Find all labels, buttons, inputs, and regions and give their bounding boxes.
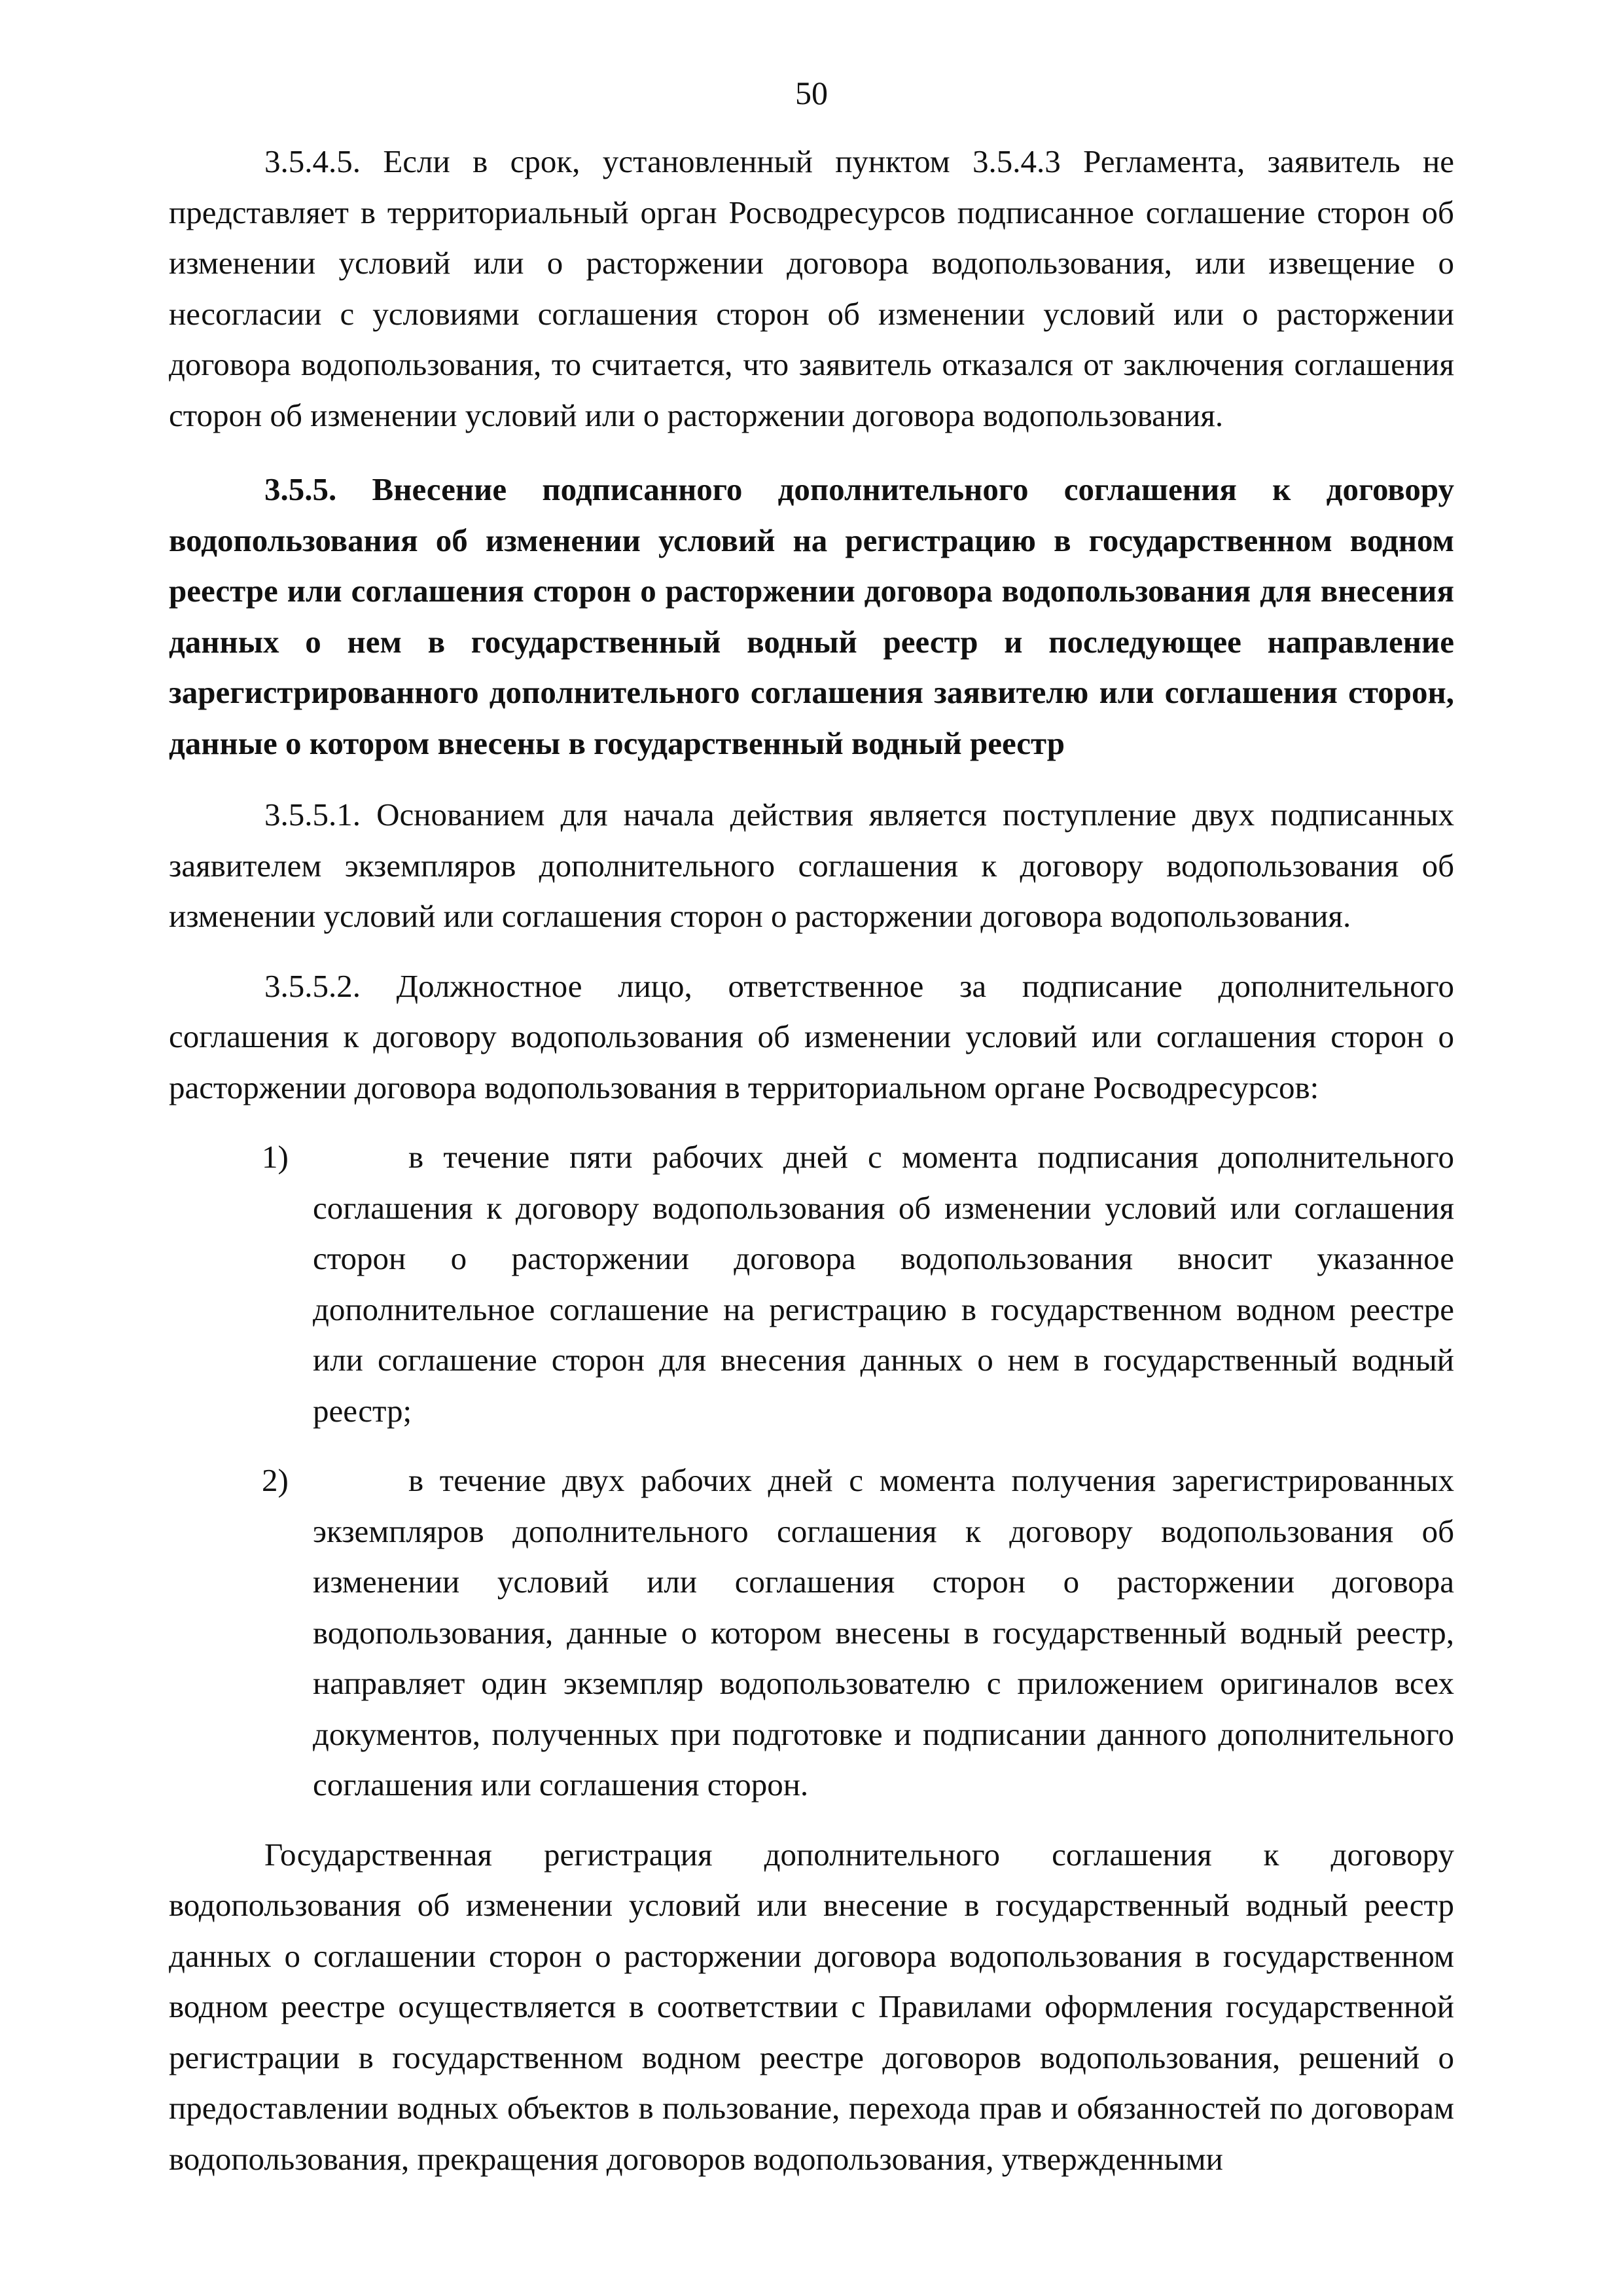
paragraph-3-5-4-5: 3.5.4.5. Если в срок, установленный пунктом 3.5.4.3 Регламента, заявитель не представляет в территориальный орган Росводресурсов подписанное соглашение сторон об изменении условий или о расторжении договора водопользования, или извещение о несогласии с условиями соглашения сторон об изменении условий или о расторжении договора водопользования, то считается, что заявитель отказался от заключения соглашения сторон об изменении условий или о расторжении договора водопользования.: [169, 143, 1454, 433]
list-item-text: в течение двух рабочих дней с момента получения зарегистрированных экземпляров дополнительного соглашения к договору водопользования об изменении условий или соглашения сторон о расторжении договора водопользования, данные о котором внесены в государственный водный реестр, направляет один экземпляр водопользователю с приложением оригиналов всех документов, полученных при подготовке и подписании данного дополнительного соглашения или соглашения сторон.: [313, 1462, 1454, 1803]
closing-paragraph: Государственная регистрация дополнительного соглашения к договору водопользования об изменении условий или внесение в государственный водный реестр данных о соглашении сторон о расторжении договора водопользования в государственном водном реестре осуществляется в соответствии с Правилами оформления государственной регистрации в государственном водном реестре договоров водопользования, решений о предоставлении водных объектов в пользование, перехода прав и обязанностей по договорам водопользования, прекращения договоров водопользования, утвержденными: [169, 1836, 1454, 2177]
list-item: [169, 1132, 1454, 1436]
list-item-marker: 2): [262, 1462, 289, 1498]
page-number: 50: [795, 75, 828, 111]
duties-list: [169, 1132, 1454, 1810]
list-item: [169, 1455, 1454, 1810]
paragraph-3-5-5-2: 3.5.5.2. Должностное лицо, ответственное за подписание дополнительного соглашения к договору водопользования об изменении условий или соглашения сторон о расторжении договора водопользования в территориальном органе Росводресурсов:: [169, 967, 1454, 1105]
list-item-text: в течение пяти рабочих дней с момента подписания дополнительного соглашения к договору водопользования об изменении условий или соглашения сторон о расторжении договора водопользования вносит указанное дополнительное соглашение на регистрацию в государственном водном реестре или соглашение сторон для внесения данных о нем в государственный водный реестр;: [313, 1139, 1454, 1429]
paragraph-3-5-5-1: 3.5.5.1. Основанием для начала действия является поступление двух подписанных заявителем экземпляров дополнительного соглашения к договору водопользования об изменении условий или соглашения сторон о расторжении договора водопользования.: [169, 797, 1454, 934]
document-body: [169, 136, 1454, 2184]
list-item-marker: 1): [262, 1139, 289, 1175]
section-heading-3-5-5: 3.5.5. Внесение подписанного дополнительного соглашения к договору водопользования об изменении условий на регистрацию в государственном водном реестре или соглашения сторон о расторжении договора водопользования для внесения данных о нем в государственный водный реестр и последующее направление зарегистрированного дополнительного соглашения заявителю или соглашения сторон, данные о котором внесены в государственный водный реестр: [169, 471, 1454, 761]
